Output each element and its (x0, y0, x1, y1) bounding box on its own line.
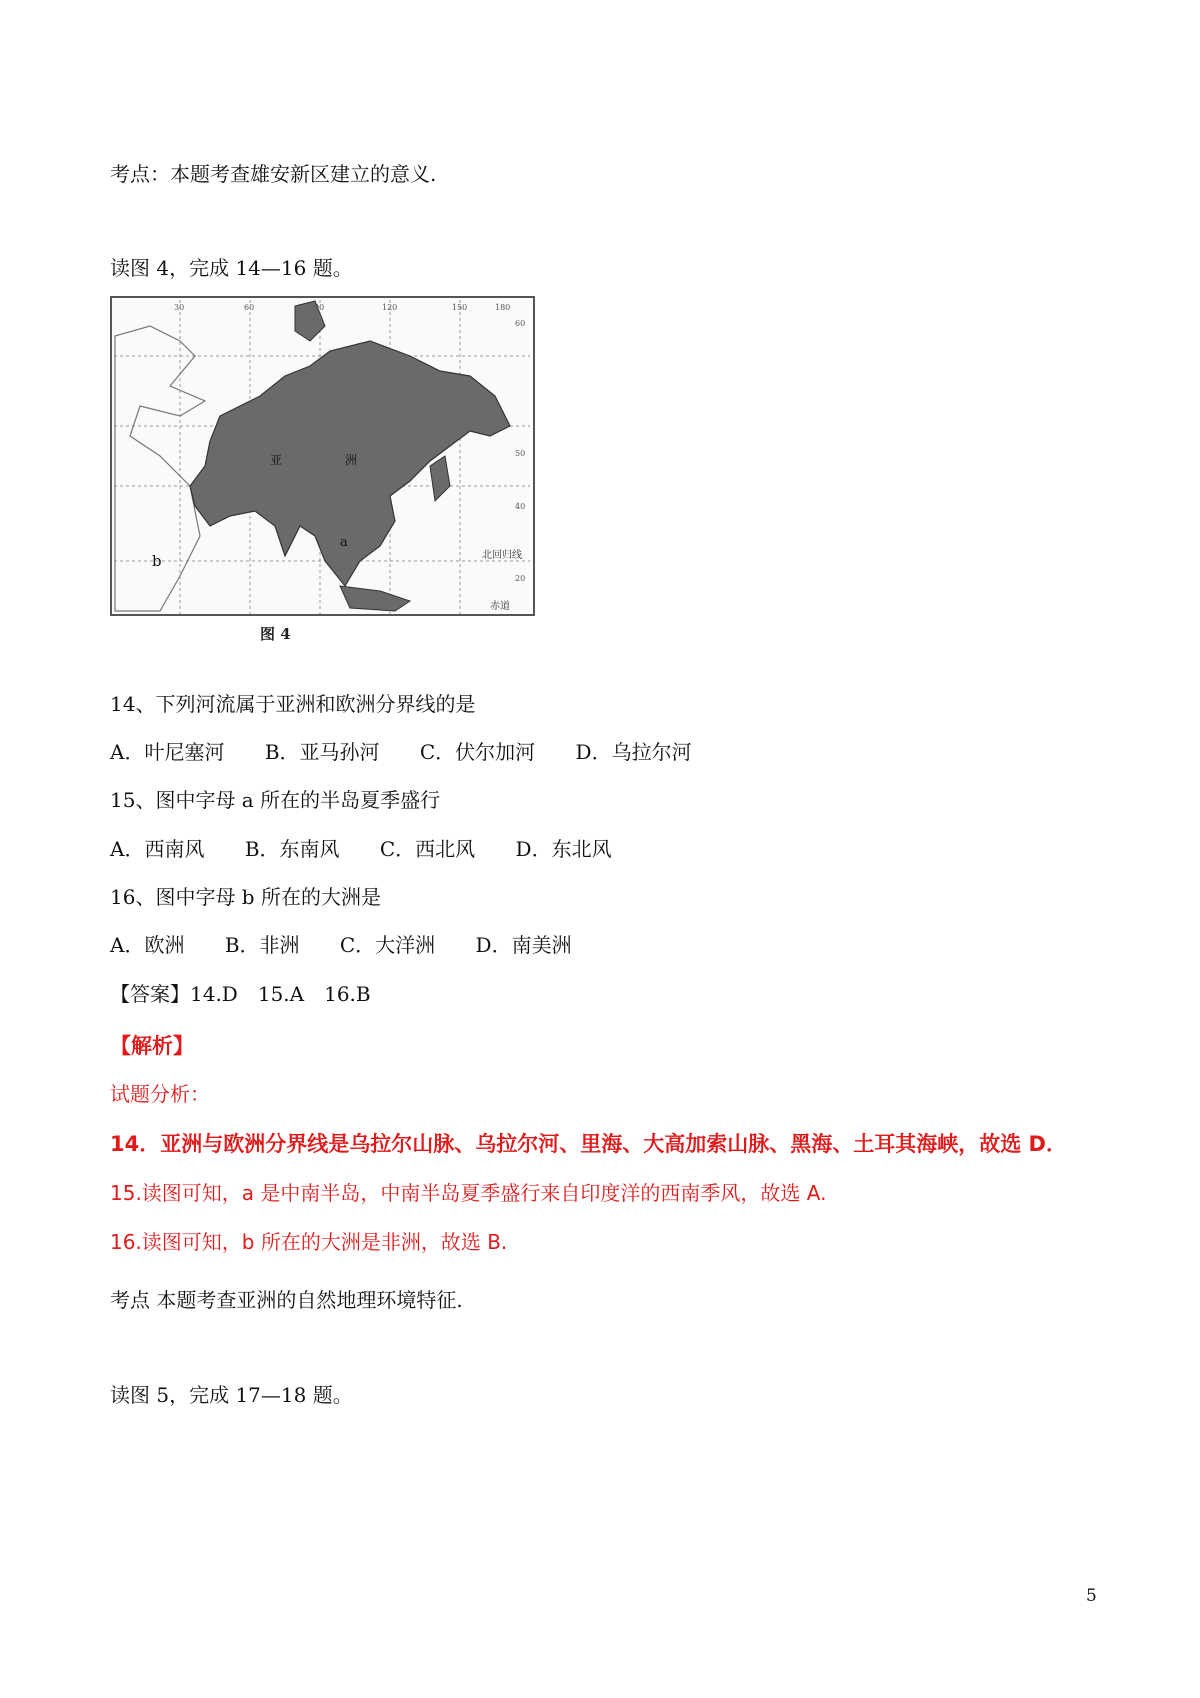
question-intro-2: 读图 5，完成 17—18 题。 (110, 1383, 353, 1407)
q16-option-a: A．欧洲 (110, 933, 185, 957)
page-number: 5 (1086, 1586, 1097, 1606)
q14-option-d: D．乌拉尔河 (575, 740, 692, 764)
kaodian-line: 考点：本题考查雄安新区建立的意义. (110, 162, 437, 186)
q14-options (110, 736, 726, 765)
asia-map-figure (110, 296, 535, 651)
q15-option-a: A．西南风 (110, 837, 205, 861)
analysis-line-14: 14．亚洲与欧洲分界线是乌拉尔山脉、乌拉尔河、里海、大高加索山脉、黑海、土耳其海峡，故选 D． (110, 1132, 1067, 1156)
q16-option-c: C．大洋洲 (339, 933, 436, 957)
map-label-equator: 赤道 (490, 601, 510, 612)
answer-line: 【答案】14.D 15.A 16.B (110, 982, 371, 1006)
map-lat-label: 50 (515, 449, 526, 458)
question-intro: 读图 4，完成 14—16 题。 (110, 256, 353, 280)
q15-options (110, 833, 646, 862)
map-label-asia-2: 洲 (345, 453, 358, 467)
q16-stem: 16、图中字母 b 所在的大洲是 (110, 885, 381, 909)
q15-stem: 15、图中字母 a 所在的半岛夏季盛行 (110, 788, 441, 812)
map-lon-label: 150 (452, 303, 468, 312)
q14-stem: 14、下列河流属于亚洲和欧洲分界线的是 (110, 692, 476, 716)
analysis-line-16: 16.读图可知，b 所在的大洲是非洲，故选 B. (110, 1230, 508, 1254)
map-label-asia-1: 亚 (270, 453, 283, 467)
map-label-a: a (340, 535, 348, 550)
map-lat-label: 40 (515, 502, 526, 511)
q16-option-b: B．非洲 (224, 933, 300, 957)
map-label-b: b (152, 552, 162, 570)
q16-options (110, 929, 606, 958)
analysis-line-15: 15.读图可知，a 是中南半岛，中南半岛夏季盛行来自印度洋的西南季风，故选 A. (110, 1181, 827, 1205)
map-lon-label: 60 (244, 303, 255, 312)
q15-option-d: D．东北风 (515, 837, 612, 861)
map-lon-label: 90 (314, 303, 325, 312)
jiexi-title: 【解析】 (110, 1034, 194, 1058)
analysis-label: 试题分析： (110, 1082, 210, 1106)
q14-option-c: C．伏尔加河 (419, 740, 536, 764)
map-lon-label: 120 (382, 303, 398, 312)
kaodian-line-2: 考点 本题考查亚洲的自然地理环境特征. (110, 1288, 463, 1312)
q14-option-b: B．亚马孙河 (264, 740, 380, 764)
q15-option-c: C．西北风 (379, 837, 476, 861)
map-label-tropic: 北回归线 (482, 550, 522, 561)
map-lon-label: 30 (174, 303, 185, 312)
map-lon-label: 180 (495, 303, 511, 312)
map-caption: 图 4 (260, 625, 291, 643)
q15-option-b: B．东南风 (244, 837, 340, 861)
q14-option-a: A．叶尼塞河 (110, 740, 225, 764)
map-lat-label: 60 (515, 319, 526, 328)
map-lat-label: 20 (515, 574, 526, 583)
q16-option-d: D．南美洲 (475, 933, 572, 957)
